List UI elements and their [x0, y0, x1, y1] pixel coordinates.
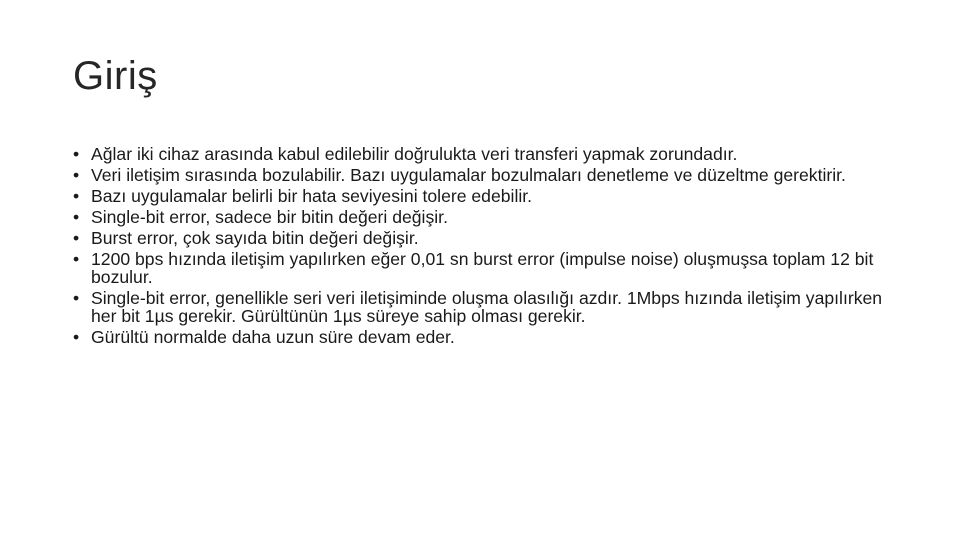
bullet-text: Single-bit error, sadece bir bitin değeri değişir.	[91, 207, 448, 227]
bullet-icon: •	[73, 207, 80, 227]
bullet-item	[73, 250, 903, 286]
bullet-item	[73, 289, 903, 325]
bullet-text: Veri iletişim sırasında bozulabilir. Bazı uygulamalar bozulmaları denetleme ve düzeltme gerektirir.	[91, 165, 846, 185]
bullet-text: 1200 bps hızında iletişim yapılırken eğer 0,01 sn burst error (impulse noise) oluşmuşsa toplam 12 bit bozulur.	[91, 249, 874, 287]
bullet-text: Ağlar iki cihaz arasında kabul edilebilir doğrulukta veri transferi yapmak zorundadır.	[91, 144, 738, 164]
bullet-item	[73, 208, 903, 226]
slide-title: Giriş	[73, 54, 158, 98]
bullet-icon: •	[73, 186, 80, 206]
bullet-item	[73, 328, 903, 346]
bullet-text: Single-bit error, genellikle seri veri iletişiminde oluşma olasılığı azdır. 1Mbps hızında iletişim yapılırken her bit 1µs gerekir. Gürültünün 1µs süreye sahip olması gerekir.	[91, 288, 883, 326]
bullet-text: Burst error, çok sayıda bitin değeri değişir.	[91, 228, 419, 248]
bullet-item	[73, 229, 903, 247]
bullet-list	[73, 145, 903, 349]
bullet-text: Gürültü normalde daha uzun süre devam eder.	[91, 327, 455, 347]
bullet-item	[73, 145, 903, 163]
bullet-item	[73, 187, 903, 205]
bullet-item	[73, 166, 903, 184]
bullet-icon: •	[73, 249, 80, 269]
bullet-icon: •	[73, 165, 80, 185]
bullet-icon: •	[73, 288, 80, 308]
bullet-icon: •	[73, 228, 80, 248]
bullet-icon: •	[73, 144, 80, 164]
bullet-text: Bazı uygulamalar belirli bir hata seviyesini tolere edebilir.	[91, 186, 533, 206]
bullet-icon: •	[73, 327, 80, 347]
